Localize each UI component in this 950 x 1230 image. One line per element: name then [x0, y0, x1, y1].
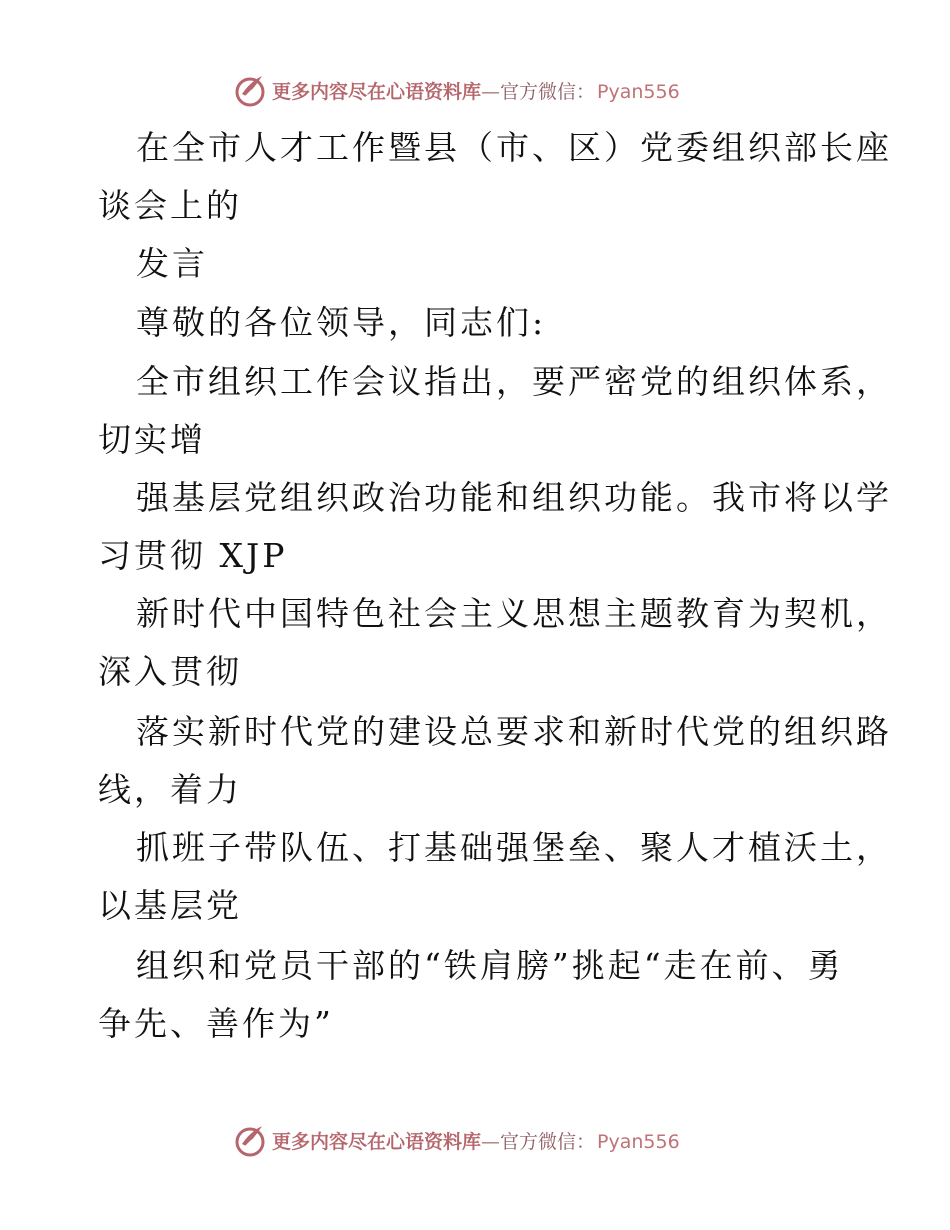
watermark-text	[272, 1127, 680, 1154]
text-line: 谈会上的	[98, 186, 242, 225]
text-line: 线，着力	[98, 770, 242, 809]
watermark-separator: —	[481, 1130, 501, 1153]
text-line: 尊敬的各位领导，同志们:	[136, 303, 547, 342]
text-line: 习贯彻 XJP	[98, 536, 288, 575]
text-line: 全市组织工作会议指出，要严密党的组织体系，	[136, 362, 892, 401]
text-line: 以基层党	[98, 886, 242, 925]
text-line: 新时代中国特色社会主义思想主题教育为契机，	[136, 594, 892, 633]
text-line: 深入贯彻	[98, 652, 242, 691]
watermark-separator: —	[481, 80, 501, 103]
text-line: 落实新时代党的建设总要求和新时代党的组织路	[136, 712, 892, 751]
text-line: 强基层党组织政治功能和组织功能。我市将以学	[136, 478, 892, 517]
watermark-main: 更多内容尽在心语资料库	[272, 1130, 482, 1153]
text-line: 在全市人才工作暨县（市、区）党委组织部长座	[136, 128, 892, 167]
text-line: 争先、善作为”	[98, 1004, 334, 1043]
watermark-main: 更多内容尽在心语资料库	[272, 80, 482, 103]
header-watermark	[232, 72, 732, 108]
watermark-text	[272, 77, 680, 104]
quill-logo-icon	[232, 72, 268, 108]
text-line: 发言	[136, 244, 208, 283]
watermark-code: Pyan556	[597, 80, 680, 103]
text-line: 组织和党员干部的“铁肩膀”挑起“走在前、勇	[136, 946, 844, 985]
text-line: 切实增	[98, 420, 206, 459]
watermark-code: Pyan556	[597, 1130, 680, 1153]
text-line: 抓班子带队伍、打基础强堡垒、聚人才植沃土，	[136, 828, 892, 867]
watermark-tail: 官方微信：	[500, 80, 596, 103]
quill-logo-icon	[232, 1122, 268, 1158]
watermark-tail: 官方微信：	[500, 1130, 596, 1153]
footer-watermark	[232, 1122, 732, 1158]
